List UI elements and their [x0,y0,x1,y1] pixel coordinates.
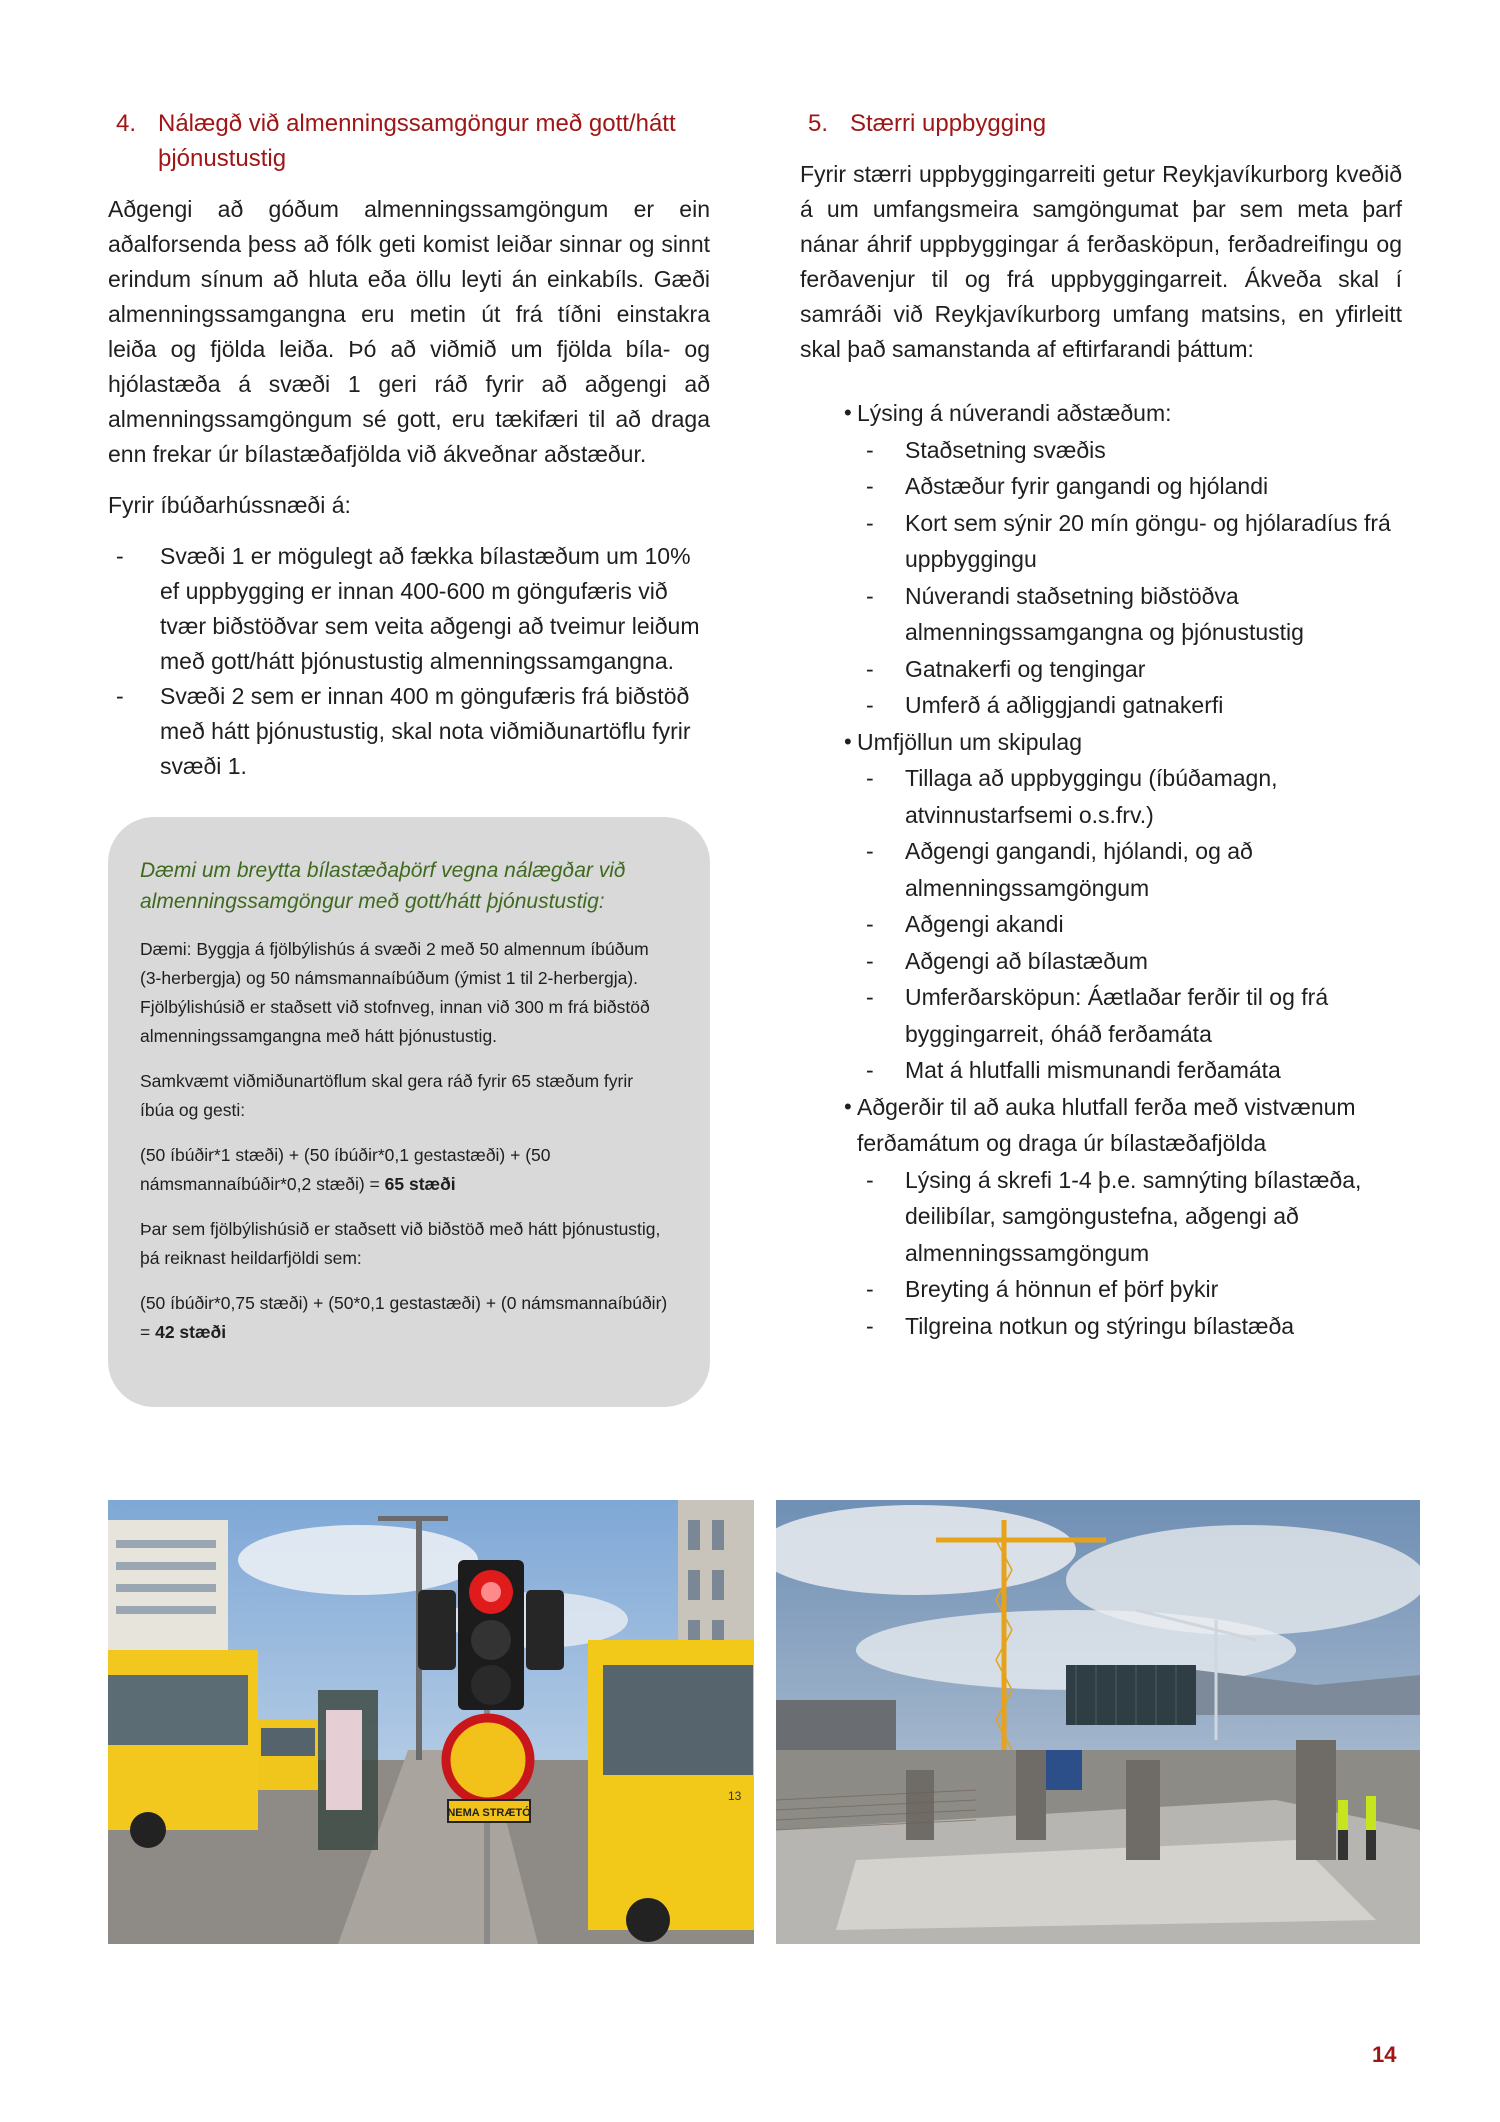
page-number: 14 [1372,2042,1397,2067]
list-item: - Aðgengi að bílastæðum [866,947,1148,974]
section-5-heading [800,106,1402,141]
section-5-list [800,395,1402,1344]
list-item: - Umferð á aðliggjandi gatnakerfi [866,692,1224,718]
bullet-icon: • [844,1093,852,1119]
section-5-number: 5. [808,110,829,137]
bus-station-illustration [108,1500,754,1944]
bullet-group: • Umfjöllun um skipulag - Tillaga að uppbyggingu (íbúðamagn, atvinnustarfsemi o.s.frv.) - Aðgengi gangandi, hjólandi, og að almenningssamgöngum - Aðgengi akandi - Aðgengi að bílastæðum - Umferðarsköpun: Áætlaðar ferðir til og frá byggingarreit, óháð ferðamáta - Mat á hlutfalli mismunandi ferðamáta [800,724,1402,1089]
section-4-number: 4. [116,110,137,137]
list-item: - Staðsetning svæðis [866,436,1106,463]
list-item: - Mat á hlutfalli mismunandi ferðamáta [866,1057,1281,1083]
list-item: - Tilgreina notkun og stýringu bílastæða [866,1312,1295,1339]
construction-photo [776,1500,1420,1944]
section-4-title: Nálægð við almenningssamgöngur með gott/hátt þjónustustig [158,110,676,172]
bus-station-photo [108,1500,754,1944]
example-paragraph-1: Dæmi: Byggja á fjölbýlishús á svæði 2 með 50 almennum íbúðum (3-herbergja) og 50 námsmannaíbúðum (ýmist 1 til 2-herbergja). Fjölbýlishúsið er staðsett við stofnveg, innan við 300 m frá biðstöð almenningssamgangna með hátt þjónustustig. [140,939,650,1046]
bullet-icon: • [844,728,852,754]
section-5-paragraph: Fyrir stærri uppbyggingarreiti getur Reykjavíkurborg kveðið á um umfangsmeira samgöngumat þar sem meta þarf nánar áhrif uppbyggingar á ferðasköpun, ferðadreifingu og ferðavenjur til og frá uppbyggingarreit. Ákveða skal í samráði við Reykjavíkurborg umfang matsins, en yfirleitt skal það samanstanda af eftirfarandi þáttum: [800,161,1402,362]
section-4-intro: Fyrir íbúðarhússnæði á: [108,492,351,518]
list-item: - Tillaga að uppbyggingu (íbúðamagn, atvinnustarfsemi o.s.frv.) [866,765,1278,828]
example-title: Dæmi um breytta bílastæðaþörf vegna nálægðar við almenningssamgöngur með gott/hátt þjónustustig: [140,859,626,913]
list-item: - Aðstæður fyrir gangandi og hjólandi [866,473,1269,499]
sign-text: NEMA STRÆTÓ [447,1807,531,1819]
section-4-list [108,539,710,784]
bus-number: 13 [728,1789,742,1803]
list-item: - Umferðarsköpun: Áætlaðar ferðir til og frá byggingarreit, óháð ferðamáta [866,984,1329,1047]
example-paragraph-3: Þar sem fjölbýlishúsið er staðsett við biðstöð með hátt þjónustustig, þá reiknast heildarfjöldi sem: [140,1219,661,1268]
section-4-heading [108,106,710,176]
example-box [108,817,710,1407]
example-result-1: 65 stæði [384,1174,456,1194]
list-item: - Breyting á hönnun ef þörf þykir [866,1276,1219,1302]
list-item: - Svæði 1 er mögulegt að fækka bílastæðum um 10% ef uppbygging er innan 400-600 m göngufæris við tvær biðstöðvar sem veita aðgengi að tveimur leiðum með gott/hátt þjónustustig almenningssamgangna. [116,543,700,674]
list-item: - Kort sem sýnir 20 mín göngu- og hjólaradíus frá uppbyggingu [866,509,1391,572]
example-calculation-1: (50 íbúðir*1 stæði) + (50 íbúðir*0,1 gestastæði) + (50 námsmannaíbúðir*0,2 stæði) = 65 stæði [140,1145,551,1194]
bullet-group: • Lýsing á núverandi aðstæðum: - Staðsetning svæðis - Aðstæður fyrir gangandi og hjólandi - Kort sem sýnir 20 mín göngu- og hjólaradíus frá uppbyggingu - Núverandi staðsetning biðstöðva almenningssamgangna og þjónustustig - Gatnakerfi og tengingar - Umferð á aðliggjandi gatnakerfi [800,395,1402,724]
list-item: - Aðgengi akandi [866,911,1064,937]
list-item: - Gatnakerfi og tengingar [866,655,1146,682]
right-column [800,106,1402,1344]
section-4-paragraph: Aðgengi að góðum almenningssamgöngum er ein aðalforsenda þess að fólk geti komist leiðar sinnar og sinnt erindum sínum að hluta eða öllu leyti án einkabíls. Gæði almenningssamgangna eru metin út frá tíðni einstakra leiða og fjölda leiða. Þó að viðmið um fjölda bíla- og hjólastæða á svæði 1 geri ráð fyrir að aðgengi að almenningssamgöngum sé gott, eru tækifæri til að draga enn frekar úr bílastæðafjölda við ákveðnar aðstæður. [108,196,710,467]
bullet-icon: • [844,400,852,425]
list-item: - Aðgengi gangandi, hjólandi, og að almenningssamgöngum [866,838,1253,901]
example-calculation-2: (50 íbúðir*0,75 stæði) + (50*0,1 gestastæði) + (0 námsmannaíbúðir) = 42 stæði [140,1293,668,1342]
example-result-2: 42 stæði [155,1322,227,1342]
left-column [108,106,710,794]
bullet-group: • Aðgerðir til að auka hlutfall ferða með vistvænum ferðamátum og draga úr bílastæðafjölda - Lýsing á skrefi 1-4 þ.e. samnýting bílastæða, deilibílar, samgöngustefna, aðgengi að almenningssamgöngum - Breyting á hönnun ef þörf þykir - Tilgreina notkun og stýringu bílastæða [800,1089,1402,1345]
section-5-title: Stærri uppbygging [850,110,1047,137]
list-item: - Svæði 2 sem er innan 400 m göngufæris frá biðstöð með hátt þjónustustig, skal nota viðmiðunartöflu fyrir svæði 1. [116,683,691,779]
list-item: - Lýsing á skrefi 1-4 þ.e. samnýting bílastæða, deilibílar, samgöngustefna, aðgengi að almenningssamgöngum [866,1166,1362,1266]
example-paragraph-2: Samkvæmt viðmiðunartöflum skal gera ráð fyrir 65 stæðum fyrir íbúa og gesti: [140,1071,634,1120]
construction-illustration [776,1500,1420,1944]
list-item: - Núverandi staðsetning biðstöðva almenningssamgangna og þjónustustig [866,582,1304,645]
